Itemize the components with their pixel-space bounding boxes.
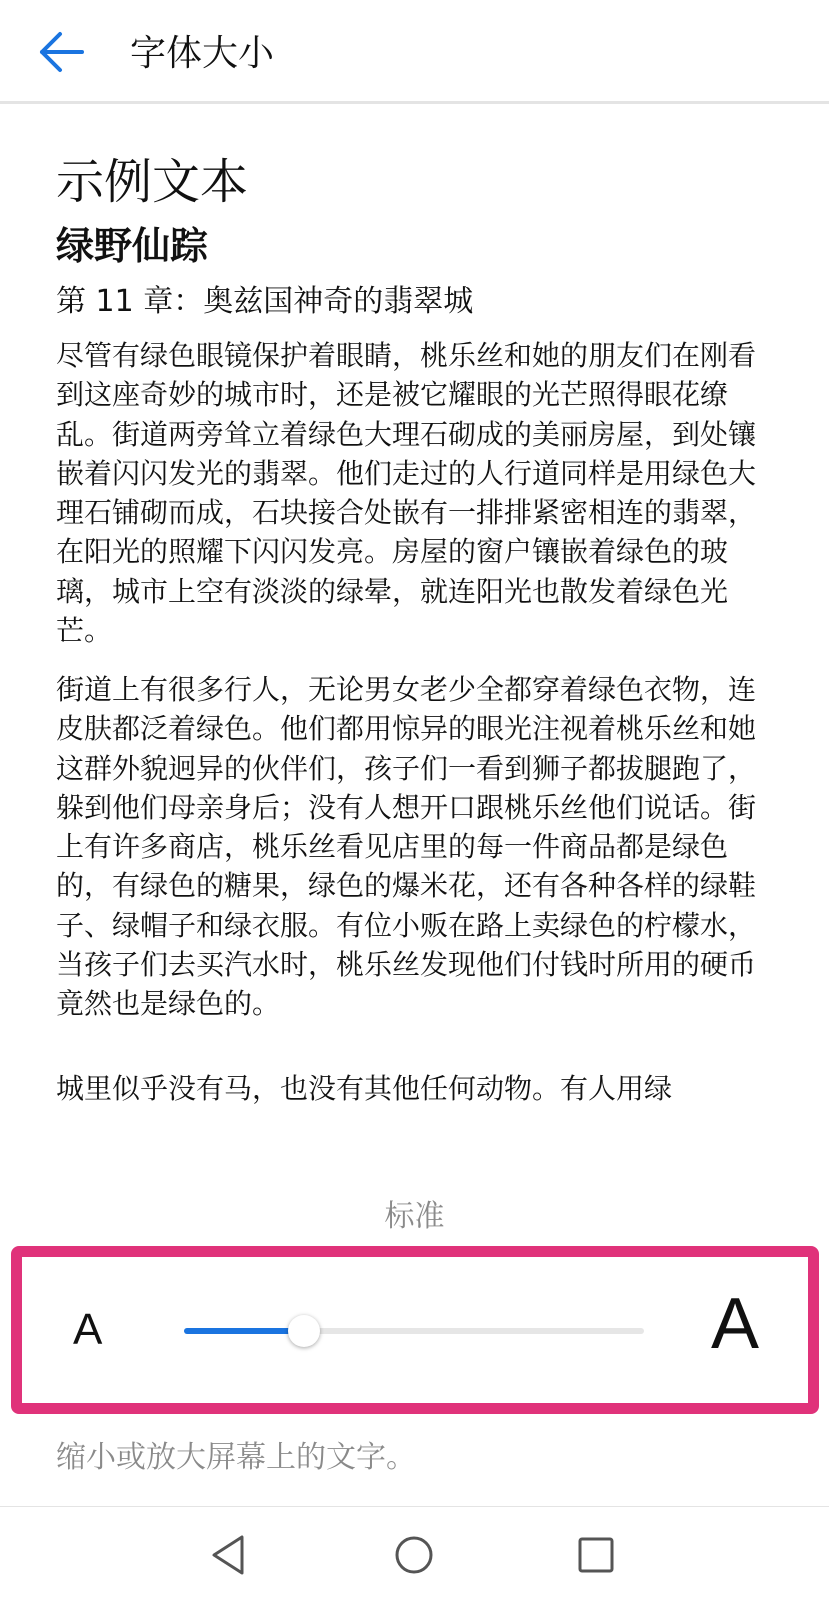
small-text-icon[interactable]: A — [73, 1305, 103, 1354]
font-size-slider[interactable] — [184, 1328, 644, 1334]
header-divider — [0, 101, 829, 104]
arrow-left-icon — [30, 28, 90, 80]
nav-home-button[interactable] — [390, 1531, 438, 1579]
sample-text-heading: 示例文本 — [56, 154, 249, 210]
slider-thumb[interactable] — [288, 1315, 320, 1347]
preview-paragraph: 城里似乎没有马，也没有其他任何动物。有人用绿 — [56, 1072, 673, 1105]
nav-recents-button[interactable] — [572, 1531, 620, 1579]
circle-home-icon — [390, 1531, 438, 1579]
font-size-description: 缩小或放大屏幕上的文字。 — [56, 1440, 416, 1475]
nav-back-button[interactable] — [206, 1531, 254, 1579]
square-recents-icon — [572, 1531, 620, 1579]
chapter-title: 第 11 章：奥兹国神奇的翡翠城 — [56, 284, 474, 319]
slider-fill — [184, 1328, 304, 1334]
back-button[interactable] — [30, 28, 90, 80]
book-title: 绿野仙踪 — [56, 224, 209, 268]
large-text-icon[interactable]: A — [711, 1284, 760, 1364]
app-header — [0, 0, 829, 104]
preview-paragraph: 街道上有很多行人，无论男女老少全都穿着绿色衣物，连皮肤都泛着绿色。他们都用惊异的眼光注视着桃乐丝和她这群外貌迥异的伙伴们，孩子们一看到狮子都拔腿跑了，躲到他们母亲身后；没有人想开口跟桃乐丝他们说话。街上有许多商店，桃乐丝看见店里的每一件商品都是绿色的，有绿色的糖果，绿色的爆米花，还有各种各样的绿鞋子、绿帽子和绿衣服。有位小贩在路上卖绿色的柠檬水，当孩子们去买汽水时，桃乐丝发现他们付钱时所用的硬币竟然也是绿色的。 — [56, 673, 757, 1021]
preview-paragraph: 尽管有绿色眼镜保护着眼睛，桃乐丝和她的朋友们在刚看到这座奇妙的城市时，还是被它耀眼的光芒照得眼花缭乱。街道两旁耸立着绿色大理石砌成的美丽房屋，到处镶嵌着闪闪发光的翡翠。他们走过的人行道同样是用绿色大理石铺砌而成，石块接合处嵌有一排排紧密相连的翡翠，在阳光的照耀下闪闪发亮。房屋的窗户镶嵌着绿色的玻璃，城市上空有淡淡的绿晕，就连阳光也散发着绿色光芒。 — [56, 339, 757, 648]
current-size-label: 标准 — [384, 1199, 445, 1234]
triangle-back-icon — [206, 1531, 254, 1579]
navigation-bar — [0, 1507, 829, 1600]
page-title: 字体大小 — [130, 33, 275, 74]
